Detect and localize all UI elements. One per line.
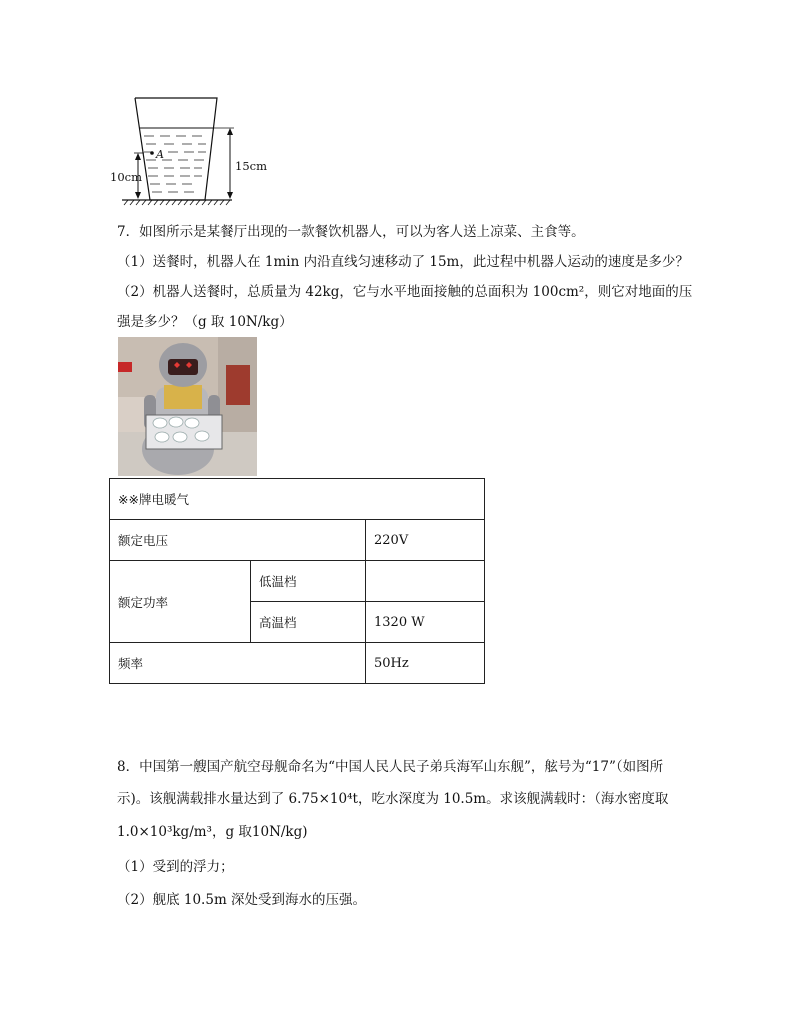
point-a-label: A <box>156 148 164 161</box>
height-label: 15cm <box>235 159 267 173</box>
rated-power-label: 额定功率 <box>110 561 251 643</box>
q7-part2-line1: （2）机器人送餐时，总质量为 42kg，它与水平地面接触的总面积为 100cm²，则它对地面的压 <box>117 284 693 300</box>
frequency-label: 频率 <box>110 643 366 684</box>
q8-part1: （1）受到的浮力； <box>117 859 234 875</box>
rated-voltage-value: 220V <box>366 520 485 561</box>
q8-part2: （2）舰底 10.5m 深处受到海水的压强。 <box>117 892 367 908</box>
point-a-marker <box>150 151 154 155</box>
frequency-value: 50Hz <box>366 643 485 684</box>
q8-line3: 1.0×10³kg/m³，g 取10N/kg) <box>117 824 308 840</box>
container-diagram <box>108 92 278 212</box>
spec-table <box>109 478 485 684</box>
robot-photo <box>118 337 257 476</box>
q7-part1: （1）送餐时，机器人在 1min 内沿直线匀速移动了 15m，此过程中机器人运动的速度是多少？ <box>117 254 689 270</box>
high-temp-value: 1320 W <box>366 602 485 643</box>
spec-table-title: ※※牌电暖气 <box>110 479 485 520</box>
high-temp-label: 高温档 <box>251 602 366 643</box>
low-temp-label: 低温档 <box>251 561 366 602</box>
depth-label: 10cm <box>110 170 142 184</box>
q8-line2: 示)。该舰满载排水量达到了 6.75×10⁴t，吃水深度为 10.5m。求该舰满载时：（海水密度取 <box>117 791 669 807</box>
q7-part2-line2: 强是多少？（g 取 10N/kg） <box>117 314 293 330</box>
q8-line1: 8．中国第一艘国产航空母舰命名为“中国人民人民子弟兵海军山东舰”，舷号为“17”（如图所 <box>117 759 664 775</box>
q7-stem: 7．如图所示是某餐厅出现的一款餐饮机器人，可以为客人送上凉菜、主食等。 <box>117 224 585 240</box>
low-temp-value <box>366 561 485 602</box>
rated-voltage-label: 额定电压 <box>110 520 366 561</box>
